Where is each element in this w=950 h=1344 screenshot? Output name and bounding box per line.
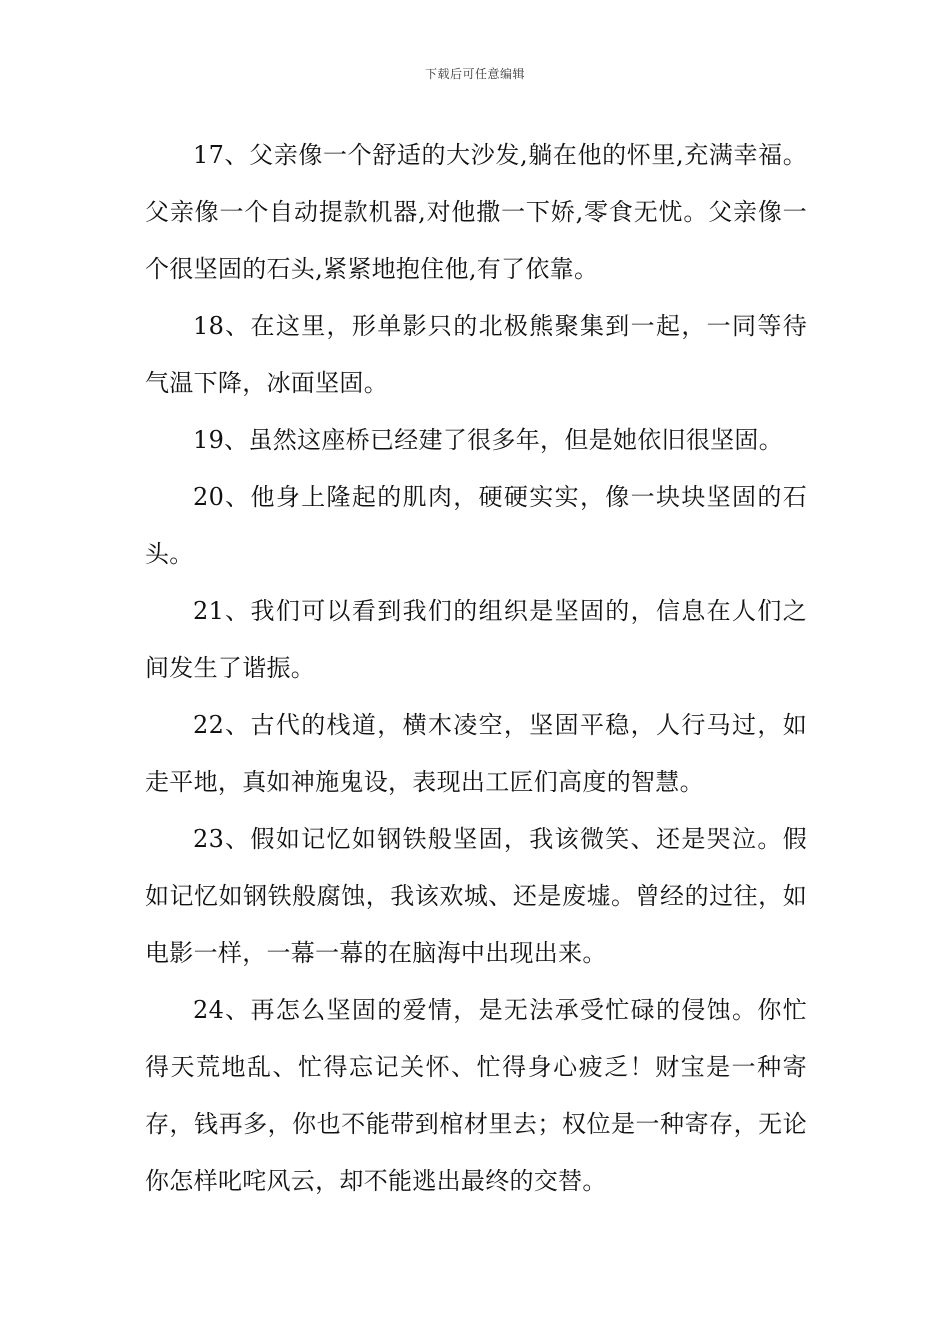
paragraph-24: 24、再怎么坚固的爱情，是无法承受忙碌的侵蚀。你忙得天荒地乱、忙得忘记关怀、忙得身心疲乏！财宝是一种寄存，钱再多，你也不能带到棺材里去；权位是一种寄存，无论你怎样叱咤风云，却不能逃出最终的交替。 (145, 996, 807, 1195)
page-header: 下载后可任意编辑 (424, 67, 525, 81)
paragraph-17: 17、父亲像一个舒适的大沙发,躺在他的怀里,充满幸福。父亲像一个自动提款机器,对他撒一下娇,零食无忧。父亲像一个很坚固的石头,紧紧地抱住他,有了依靠。 (145, 141, 807, 283)
paragraph-19: 19、虽然这座桥已经建了很多年，但是她依旧很坚固。 (193, 426, 784, 454)
paragraph-21: 21、我们可以看到我们的组织是坚固的，信息在人们之间发生了谐振。 (145, 597, 807, 682)
paragraph-23: 23、假如记忆如钢铁般坚固，我该微笑、还是哭泣。假如记忆如钢铁般腐蚀，我该欢城、还是废墟。曾经的过往，如电影一样，一幕一幕的在脑海中出现出来。 (145, 825, 807, 967)
document-body (145, 127, 807, 1210)
paragraph-20: 20、他身上隆起的肌肉，硬硬实实，像一块块坚固的石头。 (145, 483, 807, 568)
paragraph-18: 18、在这里，形单影只的北极熊聚集到一起，一同等待气温下降，冰面坚固。 (145, 312, 807, 397)
paragraph-22: 22、古代的栈道，横木凌空，坚固平稳，人行马过，如走平地，真如神施鬼设，表现出工匠们高度的智慧。 (145, 711, 807, 796)
